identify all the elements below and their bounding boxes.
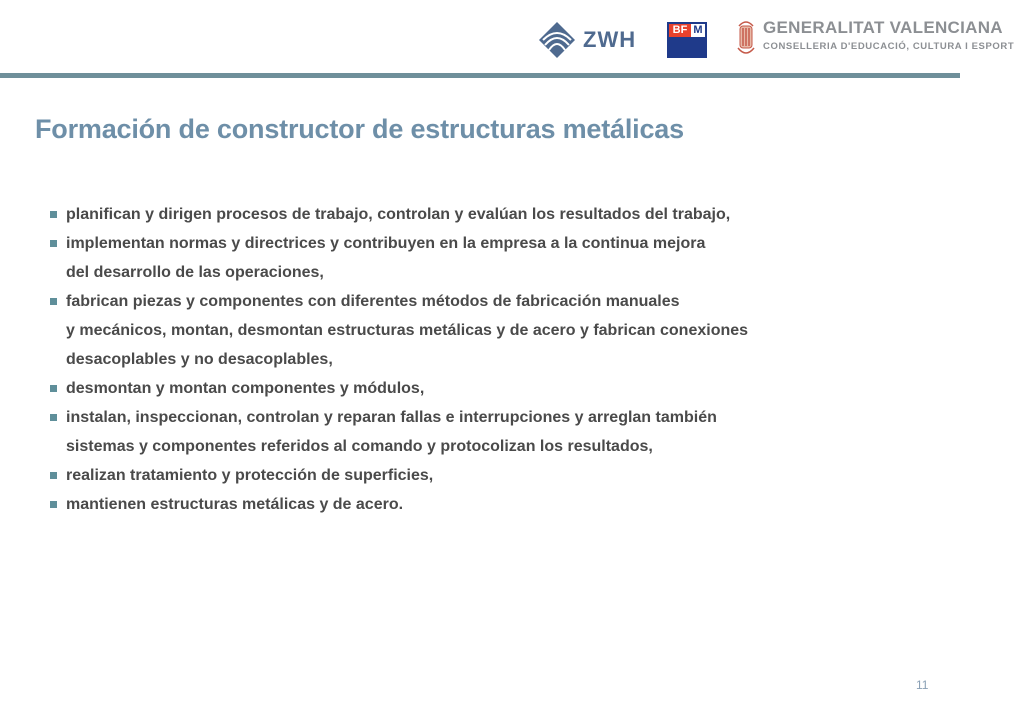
bullet-text: instalan, inspeccionan, controlan y reparan fallas e interrupciones y arreglan también <box>66 409 717 426</box>
bullet-text: realizan tratamiento y protección de superficies, <box>66 467 434 484</box>
bullet-text: fabrican piezas y componentes con diferentes métodos de fabricación manuales <box>66 293 680 310</box>
zwh-logo-text: ZWH <box>583 27 637 52</box>
gv-crest-icon <box>735 18 757 58</box>
bullet-text: desacoplables y no desacoplables, <box>66 351 333 368</box>
bullet-item <box>50 490 930 519</box>
zwh-logo <box>537 18 647 62</box>
square-bullet-icon <box>50 501 57 508</box>
square-bullet-icon <box>50 211 57 218</box>
bullet-text: del desarrollo de las operaciones, <box>66 264 324 281</box>
square-bullet-icon <box>50 298 57 305</box>
header-divider <box>0 73 960 78</box>
slide-title: Formación de constructor de estructuras metálicas <box>35 114 684 144</box>
bullet-text: desmontan y montan componentes y módulos, <box>66 380 425 397</box>
bullet-text: implementan normas y directrices y contribuyen en la empresa a la continua mejora <box>66 235 706 252</box>
bfm-logo-text: BF <box>669 24 691 37</box>
bfm-logo-m: M <box>691 24 705 37</box>
bullet-text: sistemas y componentes referidos al comando y protocolizan los resultados, <box>66 438 653 455</box>
gv-logo-title: GENERALITAT VALENCIANA <box>763 18 1003 37</box>
zwh-globe-icon <box>537 20 577 60</box>
bullet-text: planifican y dirigen procesos de trabajo, controlan y evalúan los resultados del trabajo, <box>66 206 731 223</box>
gv-logo-subtitle: CONSELLERIA D'EDUCACIÓ, CULTURA I ESPORT <box>763 41 1014 52</box>
square-bullet-icon <box>50 414 57 421</box>
bfm-logo-icon <box>667 22 707 58</box>
bullet-item <box>50 287 930 374</box>
gv-logo <box>735 18 1014 60</box>
square-bullet-icon <box>50 240 57 247</box>
bullet-item <box>50 403 930 461</box>
bullet-item <box>50 461 930 490</box>
bullet-list <box>50 200 930 519</box>
square-bullet-icon <box>50 385 57 392</box>
bullet-text: mantienen estructuras metálicas y de acero. <box>66 496 404 513</box>
bullet-item <box>50 229 930 287</box>
bullet-text: y mecánicos, montan, desmontan estructuras metálicas y de acero y fabrican conexiones <box>66 322 749 339</box>
square-bullet-icon <box>50 472 57 479</box>
bullet-item <box>50 200 930 229</box>
bullet-item <box>50 374 930 403</box>
page-number: 11 <box>916 678 929 692</box>
